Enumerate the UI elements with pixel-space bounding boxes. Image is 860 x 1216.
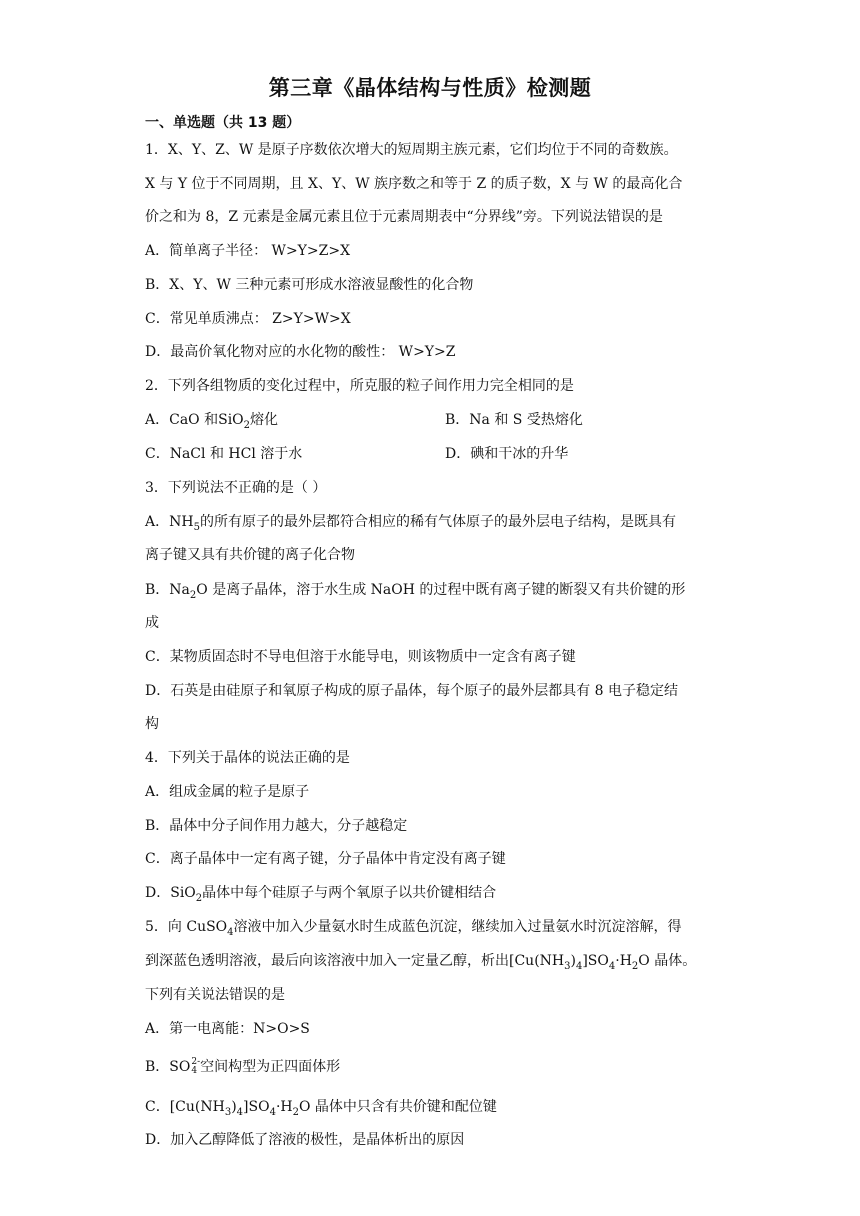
page-title: 第三章《晶体结构与性质》检测题 <box>268 76 592 100</box>
q3-option-c: C．某物质固态时不导电但溶于水能导电，则该物质中一定含有离子键 <box>145 649 576 665</box>
q1-stem-line-1: 1．X、Y、Z、W 是原子序数依次增大的短周期主族元素，它们均位于不同的奇数族。 <box>145 142 678 158</box>
q1-option-b: B．X、Y、W 三种元素可形成水溶液显酸性的化合物 <box>145 277 474 293</box>
q4-option-c: C．离子晶体中一定有离子键，分子晶体中肯定没有离子键 <box>145 851 506 867</box>
sulfate-charge-stack: 2- 4 <box>191 1057 201 1076</box>
q2-option-b: B．Na 和 S 受热熔化 <box>445 412 583 428</box>
q1-option-a: A．简单离子半径： W>Y>Z>X <box>145 243 351 259</box>
q4-stem: 4．下列关于晶体的说法正确的是 <box>145 750 350 766</box>
q3-option-b-line-2: 成 <box>145 615 159 631</box>
q4-option-b: B．晶体中分子间作用力越大，分子越稳定 <box>145 818 408 834</box>
q3-option-d-line-2: 构 <box>145 716 159 732</box>
q1-stem-line-3: 价之和为 8，Z 元素是金属元素且位于元素周期表中“分界线”旁。下列说法错误的是 <box>145 209 663 225</box>
q5-stem-line-1: 5．向 CuSO$_4$溶液中加入少量氨水时生成蓝色沉淀，继续加入过量氨水时沉淀溶解，得 <box>145 919 682 938</box>
q5-option-d: D．加入乙醇降低了溶液的极性，是晶体析出的原因 <box>145 1132 465 1148</box>
q1-option-c: C．常见单质沸点： Z>Y>W>X <box>145 311 351 327</box>
q2-option-c: C．NaCl 和 HCl 溶于水 <box>145 446 303 462</box>
q3-option-d-line-1: D．石英是由硅原子和氧原子构成的原子晶体，每个原子的最外层都具有 8 电子稳定结 <box>145 683 679 699</box>
q2-option-d: D．碘和干冰的升华 <box>445 446 569 462</box>
q3-stem: 3．下列说法不正确的是（ ） <box>145 480 327 496</box>
q1-stem-line-2: X 与 Y 位于不同周期，且 X、Y、W 族序数之和等于 Z 的质子数，X 与 W 的最高化合 <box>145 176 683 192</box>
q5-stem-line-3: 下列有关说法错误的是 <box>145 987 285 1003</box>
q2-stem: 2．下列各组物质的变化过程中，所克服的粒子间作用力完全相同的是 <box>145 378 574 394</box>
q3-option-b-line-1: B．$Na_2O$ 是离子晶体，溶于水生成 NaOH 的过程中既有离子键的断裂又有共价键的形 <box>145 582 686 601</box>
q1-option-d: D．最高价氧化物对应的水化物的酸性： W>Y>Z <box>145 344 456 360</box>
q3-option-a-line-1: A．$NH_5$的所有原子的最外层都符合相应的稀有气体原子的最外层电子结构，是既具有 <box>145 514 676 533</box>
q2-option-a: A．CaO 和SiO$_2$熔化 <box>145 412 279 431</box>
q5-option-a: A．第一电离能：N>O>S <box>145 1021 310 1037</box>
q5-option-b: B．SO 2- 4 空间构型为正四面体形 <box>145 1057 341 1076</box>
q4-option-d: D．SiO$_2$晶体中每个硅原子与两个氧原子以共价键相结合 <box>145 885 497 904</box>
q3-option-a-line-2: 离子键又具有共价键的离子化合物 <box>145 547 355 563</box>
q5-stem-line-2: 到深蓝色透明溶液，最后向该溶液中加入一定量乙醇，析出$[Cu(NH_3)_4]SO_4\cdot H_2O$ 晶体。 <box>145 953 697 972</box>
q5-option-c: C．$[Cu(NH_3)_4]SO_4\cdot H_2O$ 晶体中只含有共价键和配位键 <box>145 1099 497 1118</box>
section-heading: 一、单选题（共 13 题） <box>145 115 301 131</box>
q4-option-a: A．组成金属的粒子是原子 <box>145 784 310 800</box>
